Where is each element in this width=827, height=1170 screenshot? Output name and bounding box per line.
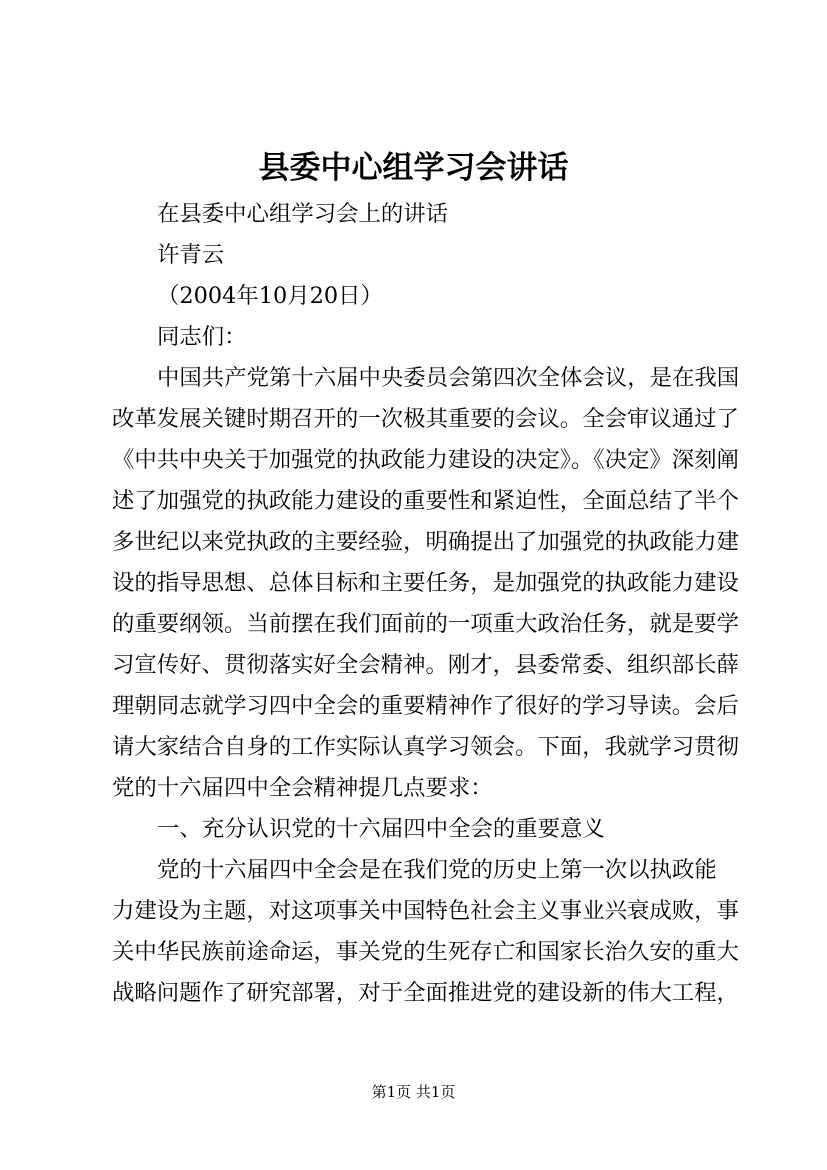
- body-line: 的重要纲领。当前摆在我们面前的一项重大政治任务，就是要学: [112, 611, 739, 637]
- body-line: 党的十六届四中全会是在我们党的历史上第一次以执政能: [157, 857, 717, 883]
- body-line: 理朝同志就学习四中全会的重要精神作了很好的学习导读。会后: [112, 693, 739, 719]
- body-line: 关中华民族前途命运，事关党的生死存亡和国家长治久安的重大: [112, 939, 739, 965]
- body-line: 战略问题作了研究部署，对于全面推进党的建设新的伟大工程，: [112, 980, 739, 1006]
- body-line: 述了加强党的执政能力建设的重要性和紧迫性，全面总结了半个: [112, 488, 739, 514]
- page-number-footer: 第1页 共1页: [371, 1083, 456, 1101]
- body-line: 改革发展关键时期召开的一次极其重要的会议。全会审议通过了: [112, 406, 739, 432]
- date-line: （2004年10月20日）: [157, 283, 383, 309]
- body-line: 党的十六届四中全会精神提几点要求：: [112, 775, 493, 801]
- body-line: 《中共中央关于加强党的执政能力建设的决定》。《决定》深刻阐: [112, 447, 739, 473]
- section-heading: 一、充分认识党的十六届四中全会的重要意义: [157, 816, 605, 842]
- body-line: 中国共产党第十六届中央委员会第四次全体会议，是在我国: [157, 365, 740, 391]
- body-line: 力建设为主题，对这项事关中国特色社会主义事业兴衰成败，事: [112, 898, 739, 924]
- subtitle-line: 在县委中心组学习会上的讲话: [157, 201, 449, 227]
- salutation-line: 同志们：: [157, 324, 247, 350]
- body-line: 设的指导思想、总体目标和主要任务，是加强党的执政能力建设: [112, 570, 739, 596]
- body-line: 多世纪以来党执政的主要经验，明确提出了加强党的执政能力建: [112, 529, 739, 555]
- body-line: 习宣传好、贯彻落实好全会精神。刚才，县委常委、组织部长薛: [112, 652, 739, 678]
- body-line: 请大家结合自身的工作实际认真学习领会。下面，我就学习贯彻: [112, 734, 739, 760]
- document-title: 县委中心组学习会讲话: [258, 150, 569, 186]
- author-line: 许青云: [157, 242, 225, 268]
